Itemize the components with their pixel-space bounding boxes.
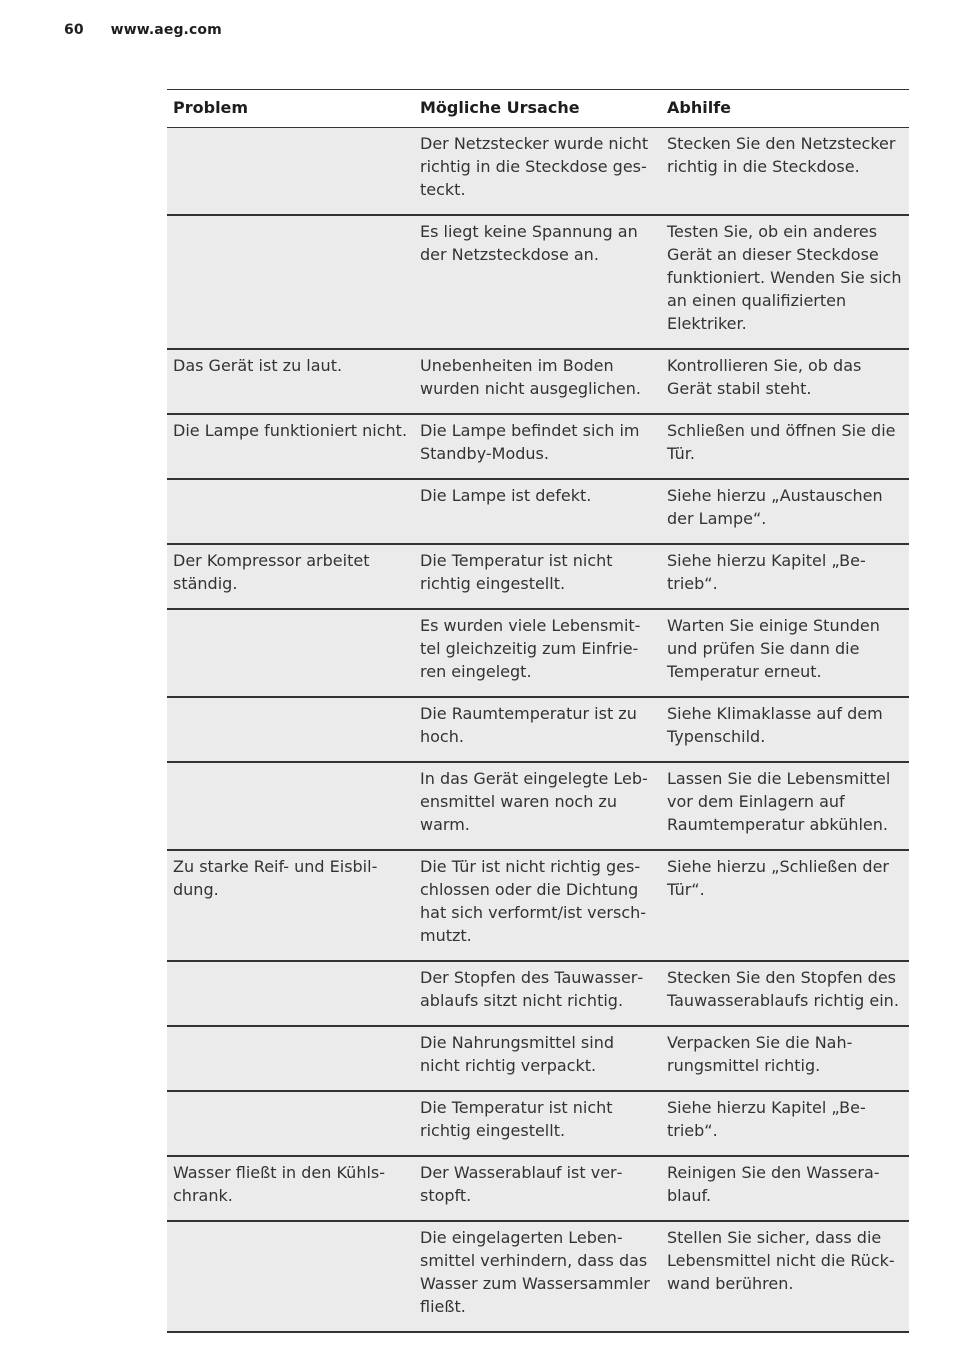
troubleshooting-table (167, 89, 909, 1333)
remedy-cell: Siehe hierzu „Austauschen der Lampe“. (661, 479, 909, 544)
remedy-cell: Testen Sie, ob ein anderes Gerät an dieser Steckdose funktioniert. Wenden Sie sich an einen qualifizierten Elektriker. (661, 215, 909, 349)
cause-cell: Unebenheiten im Boden wurden nicht ausgeglichen. (414, 349, 661, 414)
cause-cell: Die Tür ist nicht richtig geschlossen oder die Dichtung hat sich verformt/ist verschmutzt. (414, 850, 661, 961)
cause-cell: Es wurden viele Lebensmittel gleichzeitig zum Einfrieren eingelegt. (414, 609, 661, 697)
problem-cell (167, 215, 414, 349)
cause-cell: Die eingelagerten Lebensmittel verhindern, dass das Wasser zum Wassersammler fließt. (414, 1221, 661, 1332)
remedy-cell: Schließen und öffnen Sie die Tür. (661, 414, 909, 479)
table-row (167, 697, 909, 762)
problem-cell (167, 1026, 414, 1091)
problem-cell: Der Kompressor arbeitet ständig. (167, 544, 414, 609)
cause-cell: Die Lampe ist defekt. (414, 479, 661, 544)
remedy-cell: Kontrollieren Sie, ob das Gerät stabil steht. (661, 349, 909, 414)
table-row (167, 1156, 909, 1221)
website-link: www.aeg.com (110, 22, 222, 38)
remedy-cell: Lassen Sie die Lebensmittel vor dem Einlagern auf Raumtemperatur abkühlen. (661, 762, 909, 850)
problem-cell: Zu starke Reif- und Eisbildung. (167, 850, 414, 961)
table-header-row (167, 90, 909, 128)
remedy-cell: Stecken Sie den Netzstecker richtig in die Steckdose. (661, 128, 909, 216)
remedy-cell: Siehe Klimaklasse auf dem Typenschild. (661, 697, 909, 762)
table-row (167, 349, 909, 414)
cause-cell: Der Netzstecker wurde nicht richtig in die Steckdose gesteckt. (414, 128, 661, 216)
problem-cell: Wasser fließt in den Kühlschrank. (167, 1156, 414, 1221)
remedy-cell: Siehe hierzu „Schließen der Tür“. (661, 850, 909, 961)
column-header-cause: Mögliche Ursache (414, 90, 661, 128)
remedy-cell: Reinigen Sie den Wasserablauf. (661, 1156, 909, 1221)
remedy-cell: Stellen Sie sicher, dass die Lebensmittel nicht die Rückwand berühren. (661, 1221, 909, 1332)
column-header-remedy: Abhilfe (661, 90, 909, 128)
table-row (167, 1221, 909, 1332)
problem-cell (167, 609, 414, 697)
cause-cell: Die Raumtemperatur ist zu hoch. (414, 697, 661, 762)
remedy-cell: Verpacken Sie die Nahrungsmittel richtig. (661, 1026, 909, 1091)
table-row (167, 961, 909, 1026)
remedy-cell: Stecken Sie den Stopfen des Tauwasserablaufs richtig ein. (661, 961, 909, 1026)
problem-cell (167, 697, 414, 762)
page-number: 60 (64, 22, 84, 38)
remedy-cell: Warten Sie einige Stunden und prüfen Sie dann die Temperatur erneut. (661, 609, 909, 697)
column-header-problem: Problem (167, 90, 414, 128)
table-row (167, 215, 909, 349)
table-row (167, 850, 909, 961)
cause-cell: Die Lampe befindet sich im Standby-Modus. (414, 414, 661, 479)
cause-cell: Es liegt keine Spannung an der Netzsteckdose an. (414, 215, 661, 349)
cause-cell: Die Temperatur ist nicht richtig eingestellt. (414, 544, 661, 609)
problem-cell (167, 1221, 414, 1332)
remedy-cell: Siehe hierzu Kapitel „Betrieb“. (661, 544, 909, 609)
cause-cell: Die Nahrungsmittel sind nicht richtig verpackt. (414, 1026, 661, 1091)
problem-cell (167, 1091, 414, 1156)
table-row (167, 762, 909, 850)
table-row (167, 128, 909, 216)
table-row (167, 544, 909, 609)
cause-cell: In das Gerät eingelegte Lebensmittel waren noch zu warm. (414, 762, 661, 850)
problem-cell (167, 762, 414, 850)
cause-cell: Der Stopfen des Tauwasserablaufs sitzt nicht richtig. (414, 961, 661, 1026)
table-row (167, 609, 909, 697)
problem-cell (167, 479, 414, 544)
cause-cell: Die Temperatur ist nicht richtig eingestellt. (414, 1091, 661, 1156)
remedy-cell: Siehe hierzu Kapitel „Betrieb“. (661, 1091, 909, 1156)
cause-cell: Der Wasserablauf ist verstopft. (414, 1156, 661, 1221)
table-row (167, 479, 909, 544)
problem-cell (167, 128, 414, 216)
page-header (64, 22, 222, 38)
table-row (167, 414, 909, 479)
problem-cell (167, 961, 414, 1026)
table-row (167, 1026, 909, 1091)
problem-cell: Das Gerät ist zu laut. (167, 349, 414, 414)
table-row (167, 1091, 909, 1156)
problem-cell: Die Lampe funktioniert nicht. (167, 414, 414, 479)
